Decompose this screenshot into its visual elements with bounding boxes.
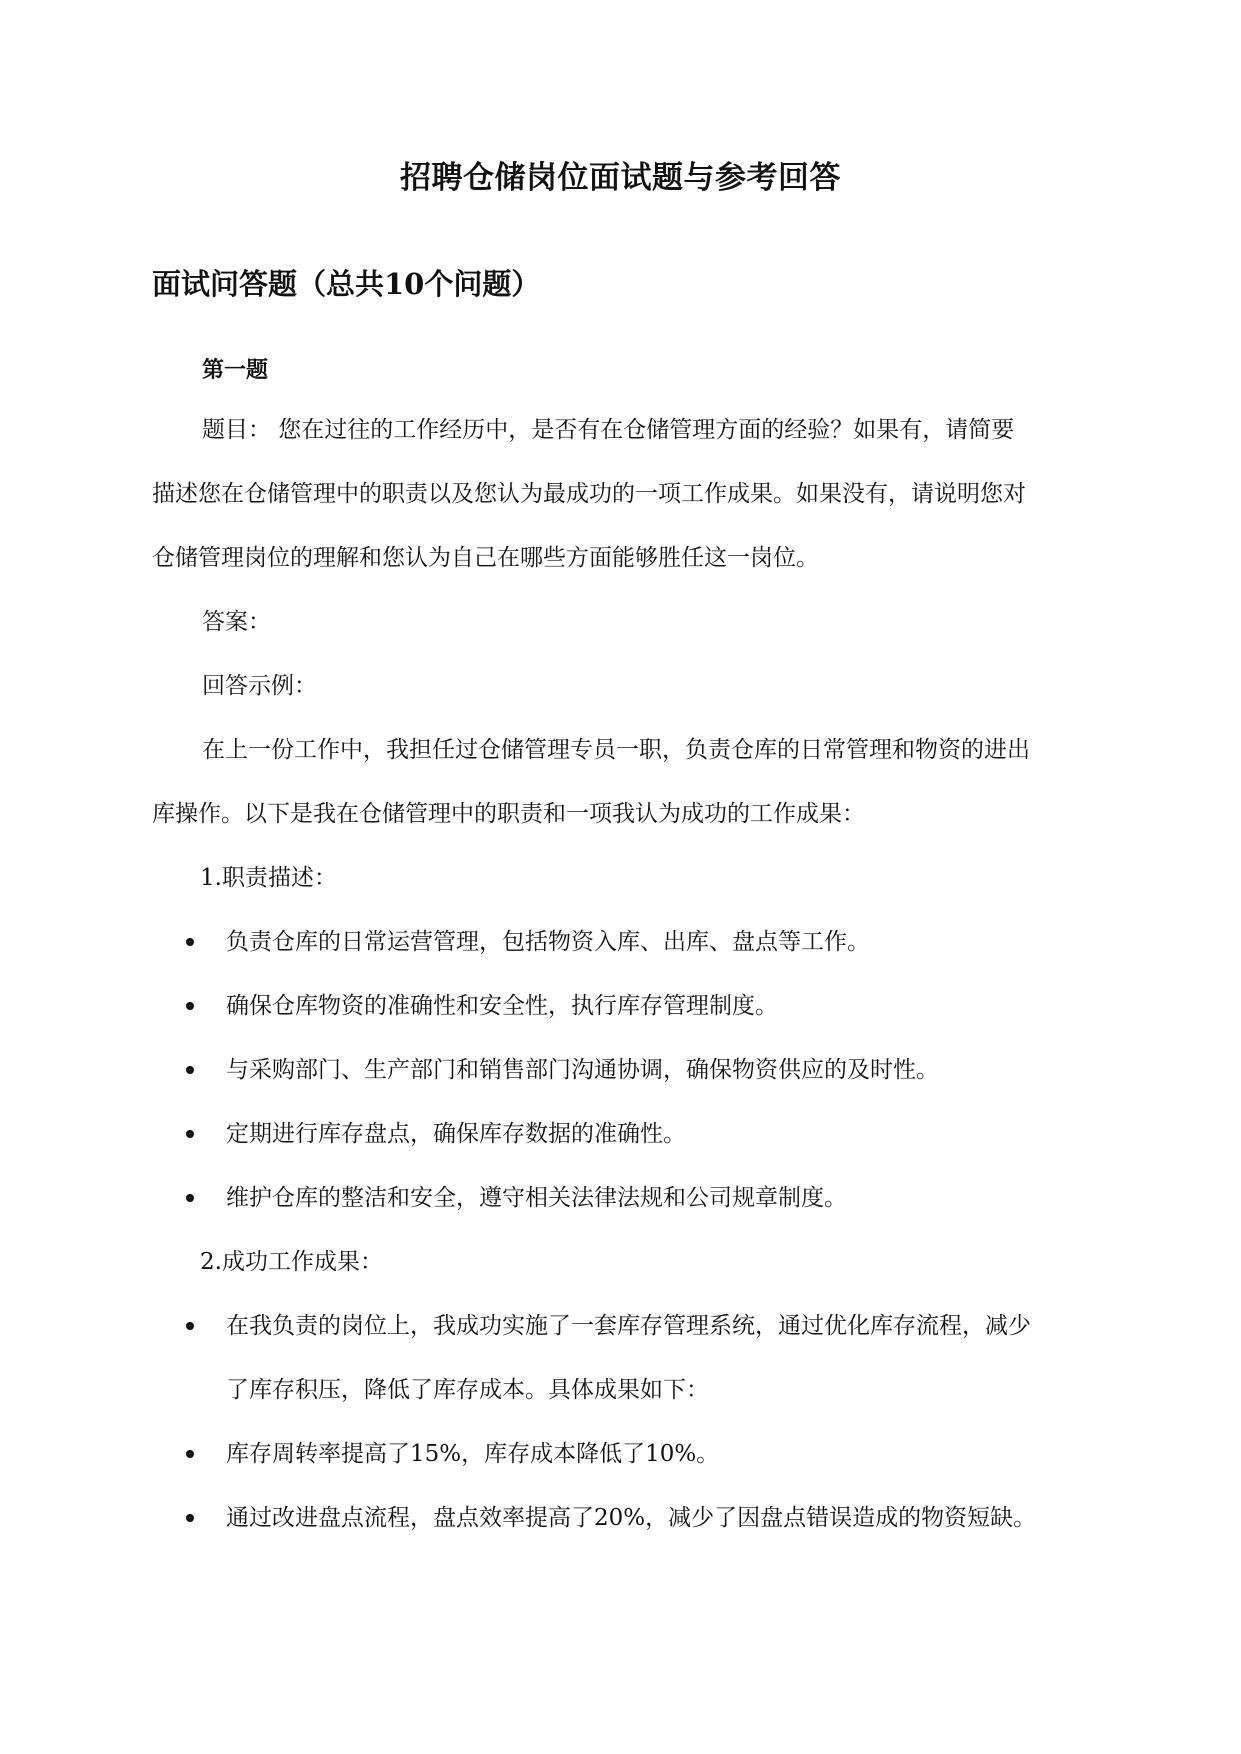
bullet-icon bbox=[186, 1514, 194, 1522]
list-item-text: 确保仓库物资的准确性和安全性，执行库存管理制度。 bbox=[226, 993, 778, 1019]
bullet-icon bbox=[186, 1066, 194, 1074]
intro-line: 在上一份工作中，我担任过仓储管理专员一职，负责仓库的日常管理和物资的进出 bbox=[202, 737, 1030, 763]
list-item-text: 在我负责的岗位上，我成功实施了一套库存管理系统，通过优化库存流程，减少 bbox=[226, 1313, 1031, 1339]
section-heading: 面试问答题（总共10个问题） bbox=[152, 267, 541, 301]
answer-label: 答案： bbox=[202, 609, 271, 635]
document-title: 招聘仓储岗位面试题与参考回答 bbox=[400, 160, 841, 196]
list-item-text: 与采购部门、生产部门和销售部门沟通协调，确保物资供应的及时性。 bbox=[226, 1057, 939, 1083]
bullet-icon bbox=[186, 938, 194, 946]
bullet-icon bbox=[186, 1130, 194, 1138]
question-line: 描述您在仓储管理中的职责以及您认为最成功的一项工作成果。如果没有，请说明您对 bbox=[152, 481, 1026, 507]
achievements-label: 2.成功工作成果： bbox=[200, 1249, 383, 1275]
list-item-text: 通过改进盘点流程，盘点效率提高了20%，减少了因盘点错误造成的物资短缺。 bbox=[226, 1505, 1037, 1531]
question-line: 仓储管理岗位的理解和您认为自己在哪些方面能够胜任这一岗位。 bbox=[152, 545, 819, 571]
bullet-icon bbox=[186, 1450, 194, 1458]
list-item-text: 库存周转率提高了15%，库存成本降低了10%。 bbox=[226, 1441, 720, 1467]
example-label: 回答示例： bbox=[202, 673, 317, 699]
intro-line: 库操作。以下是我在仓储管理中的职责和一项我认为成功的工作成果： bbox=[152, 801, 865, 827]
list-item-text: 定期进行库存盘点，确保库存数据的准确性。 bbox=[226, 1121, 686, 1147]
list-item-text: 负责仓库的日常运营管理，包括物资入库、出库、盘点等工作。 bbox=[226, 929, 870, 955]
question-label: 第一题 bbox=[202, 357, 269, 383]
bullet-icon bbox=[186, 1322, 194, 1330]
list-item-continuation: 了库存积压，降低了库存成本。具体成果如下： bbox=[226, 1377, 709, 1403]
bullet-icon bbox=[186, 1194, 194, 1202]
question-line: 题目： 您在过往的工作经历中，是否有在仓储管理方面的经验？如果有，请简要 bbox=[202, 417, 1015, 443]
bullet-icon bbox=[186, 1002, 194, 1010]
duties-label: 1.职责描述： bbox=[200, 865, 337, 891]
list-item-text: 维护仓库的整洁和安全，遵守相关法律法规和公司规章制度。 bbox=[226, 1185, 847, 1211]
